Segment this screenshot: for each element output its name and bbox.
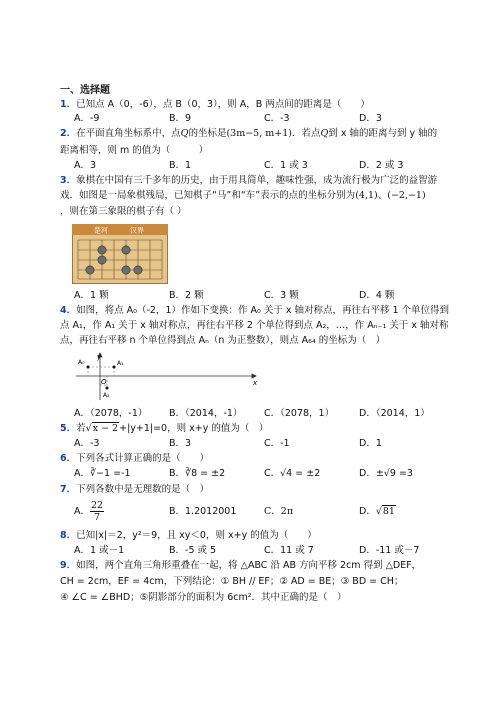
coordinate-figure (70, 350, 260, 402)
question-number: 2． (60, 128, 77, 139)
question-number: 6． (60, 453, 77, 464)
option-c[interactable]: C．-3 (264, 113, 290, 124)
option-d[interactable]: D．-11 或－7 (359, 545, 420, 556)
square-root: √81 (375, 506, 395, 517)
coordinate: (3m−5, m+1) (226, 128, 292, 139)
question-6 (60, 453, 209, 465)
question-4 (60, 305, 449, 317)
question-text: 已知|x|＝2，y²＝9，且 xy＜0，则 x+y 的值为（ ） (76, 530, 317, 541)
question-text: 已知点 A（0，-6），点 B（0，3），则 A，B 两点间的距离是（ ） (76, 99, 370, 110)
option-a[interactable]: A．-3 (74, 438, 100, 449)
option-b[interactable]: B．3 (169, 438, 192, 449)
option-a[interactable] (74, 500, 169, 524)
question-text: 下列各式计算正确的是（ ） (76, 453, 210, 464)
chess-board-figure (72, 224, 168, 284)
option-d[interactable]: D．1 (359, 438, 382, 449)
option-b[interactable]: B．1.2012001 (169, 506, 237, 517)
option-label: A． (74, 506, 90, 517)
question-number: 8． (60, 530, 77, 541)
option-c[interactable]: C．√4 = ±2 (264, 468, 321, 479)
option-a[interactable]: A．-9 (74, 113, 100, 124)
option-a[interactable]: A．1 或－1 (74, 545, 125, 556)
question-8 (60, 530, 317, 542)
question-text: 到 x 轴的距离与到 y 轴的 (328, 128, 438, 139)
question-text: 若 (76, 423, 86, 434)
question-text: 象棋在中国有三千多年的历史，由于用具简单，趣味性强，成为流行极为广泛的益智游 (76, 175, 438, 186)
question-5-options (74, 438, 454, 450)
option-b[interactable]: B．2 颗 (169, 290, 204, 301)
question-6-options (74, 468, 454, 480)
option-a[interactable]: A．1 颗 (74, 290, 109, 301)
label-a2: A₂ (103, 392, 110, 399)
option-c[interactable]: C．（2078，1） (264, 408, 335, 419)
label-y: y (97, 353, 102, 361)
option-b[interactable]: B．9 (169, 113, 192, 124)
question-text: 戏．如图是一局象棋残局，已知棋子“马”和“车”表示的点的坐标分别为 (60, 190, 356, 201)
option-d[interactable] (359, 500, 454, 524)
option-b[interactable]: B．-5 或 5 (169, 545, 217, 556)
question-7 (60, 484, 209, 496)
option-d[interactable]: D．3 (359, 113, 382, 124)
question-7-options (74, 500, 454, 524)
option-d[interactable]: D．（2014，1） (359, 408, 430, 419)
question-number: 3． (60, 175, 77, 186)
option-c[interactable]: C．1 或 3 (264, 160, 308, 171)
question-text: ．若点 (291, 128, 321, 139)
option-c[interactable]: C．3 颗 (264, 290, 299, 301)
question-4-line3: 点，再往右平移 n 个单位得到点 Aₙ（n 为正整数），则点 A₆₄ 的坐标为（ ） (60, 335, 386, 346)
denominator: 7 (94, 512, 101, 523)
option-a[interactable]: A．（2078，-1） (74, 408, 148, 419)
question-text: 如图，将点 A₀（-2，1）作如下变换：作 A₀ 关于 x 轴对称点，再往右平移 1 个单位得到 (76, 305, 450, 316)
option-b[interactable]: B．∛8 = ±2 (169, 468, 226, 479)
question-text: +|y+1|=0，则 x+y 的值为（ ） (119, 423, 269, 434)
fraction (90, 500, 104, 523)
question-3-line3: ，则在第三象限的棋子有（ ） (60, 206, 187, 217)
question-number: 5． (60, 423, 77, 434)
question-5 (60, 423, 268, 435)
question-1 (60, 99, 370, 111)
question-2-line2: 距离相等，则 m 的值为（ ） (60, 145, 209, 156)
question-number: 4． (60, 305, 77, 316)
option-c[interactable]: C．11 或 7 (264, 545, 314, 556)
option-d[interactable]: D．2 或 3 (359, 160, 404, 171)
question-8-options (74, 545, 454, 557)
option-label: D． (359, 506, 376, 517)
numerator: 22 (91, 500, 104, 511)
board-label-right: 汉界 (130, 226, 144, 235)
label-a1: A₁ (117, 360, 124, 367)
label-origin: O (101, 378, 107, 386)
question-text: 下列各数中是无理数的是（ ） (76, 484, 210, 495)
label-x: x (253, 379, 258, 387)
question-number: 1． (60, 99, 77, 110)
coordinate-horse: (4,1) (355, 190, 378, 201)
question-text: 如图，两个直角三角形重叠在一起，将 △ABC 沿 AB 方向平移 2cm 得到 △DEF， (76, 560, 422, 571)
question-3-options (74, 290, 454, 302)
option-a[interactable]: A．3 (74, 160, 97, 171)
question-4-line2: 点 A₁，作 A₁ 关于 x 轴对称点，再往右平移 2 个单位得到点 A₂，…，作 Aₙ₋₁ 关于 x 轴对称 (60, 320, 449, 331)
point-q: Q (180, 128, 189, 139)
question-2-options (74, 160, 454, 172)
point-q: Q (320, 128, 329, 139)
question-1-options (74, 113, 454, 125)
board-label-left: 楚河 (94, 226, 108, 235)
square-root: √x − 2 (85, 423, 119, 434)
option-d[interactable]: D．±√9 =3 (359, 468, 413, 479)
question-9 (60, 560, 421, 572)
question-text: 在平面直角坐标系中，点 (76, 128, 181, 139)
option-c[interactable]: C．-1 (264, 438, 290, 449)
question-number: 7． (60, 484, 77, 495)
option-d[interactable]: D．4 颗 (359, 290, 395, 301)
option-b[interactable]: B．1 (169, 160, 192, 171)
question-number: 9． (60, 560, 77, 571)
section-title: 一、选择题 (60, 85, 110, 96)
radicand: 81 (382, 506, 395, 517)
coordinate-chariot: (−2,−1) (387, 190, 426, 201)
option-b[interactable]: B．（2014，-1） (169, 408, 243, 419)
option-a[interactable]: A．∛−1 =-1 (74, 468, 131, 479)
question-4-options (74, 408, 454, 420)
question-2 (60, 128, 437, 140)
question-9-line2: CH = 2cm，EF = 4cm，下列结论：① BH // EF；② AD = BE；③ BD = CH； (60, 576, 404, 587)
label-a0: A₀ (78, 359, 85, 366)
question-text: 的坐标是 (188, 128, 227, 139)
radicand: x − 2 (92, 423, 119, 434)
question-9-line3: ④ ∠C = ∠BHD；⑤阴影部分的面积为 6cm²．其中正确的是（ ） (60, 592, 347, 603)
question-3 (60, 175, 437, 187)
question-3-line2: 戏．如图是一局象棋残局，已知棋子“马”和“车”表示的点的坐标分别为(4,1)、(−2,−1) (60, 190, 426, 201)
option-c[interactable]: C．2π (264, 506, 294, 517)
